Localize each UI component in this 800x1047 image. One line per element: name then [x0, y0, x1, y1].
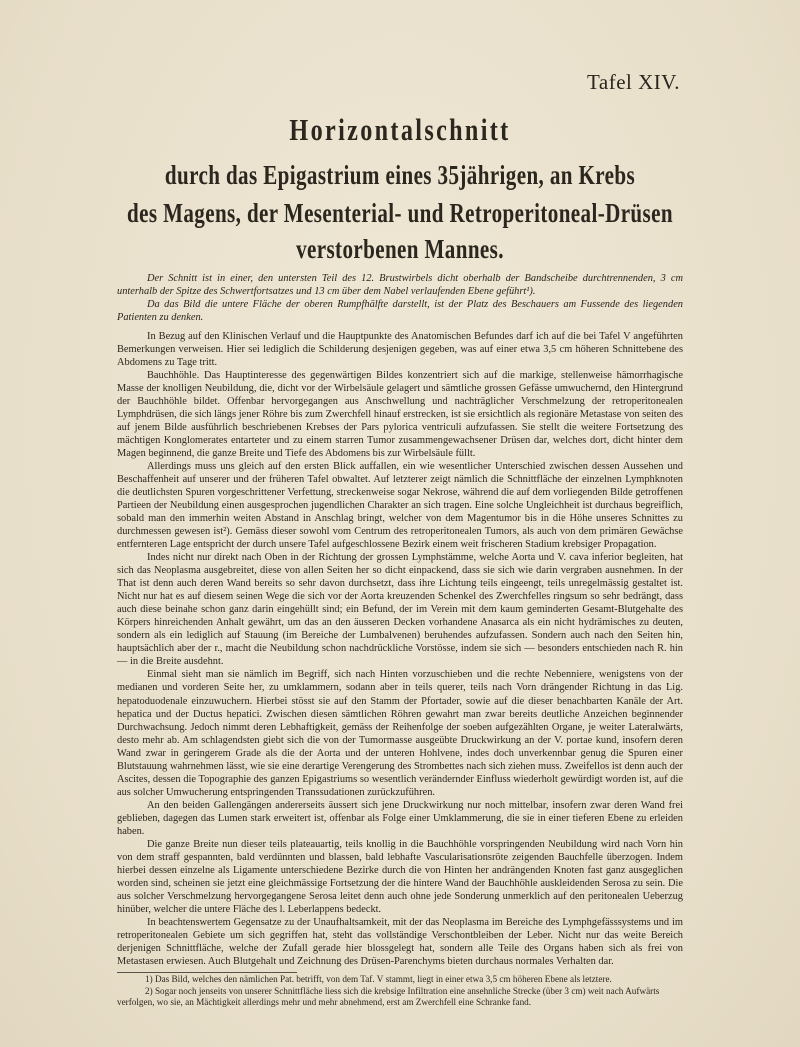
- intro-paragraph: Der Schnitt ist in einer, den untersten Teil des 12. Brustwirbels dicht oberhalb der Bandscheibe durchtrennenden, 3 cm unterhalb der Spitze des Schwertfortsatzes und 13 cm über dem Nabel verlaufenden Ebene geführt¹).: [117, 273, 683, 298]
- subtitle-line: des Magens, der Mesenterial- und Retroperitoneal-Drüsen: [127, 198, 673, 228]
- body-paragraph: Die ganze Breite nun dieser teils plateauartig, teils knollig in die Bauchhöhle vorspringenden Neubildung wird nach Vorn hin von dem straff gespannten, bald verdünnten und blassen, bald lebhafte Vascularisationsröte zeigenden Bauchfelle überzogen. Indem hierbei dessen einzelne als Ligamente unterschiedene Bezirke durch die von Hinten her andrängenden Knoten fast ganz ausgeglichen worden sind, scheinen sie jetzt eine gleichmässige Fortsetzung der die hintere Wand der Bauchhöhle auskleidenden Serosa zu sein. Die aus solcher Verschmelzung hervorgegangene Serosa leitet denn auch ohne jede Sonderung unmerklich auf den peritonealen Ueberzug hinüber, welcher die untere Fläche des l. Leberlappens bedeckt.: [117, 838, 683, 915]
- plate-label: Tafel XIV.: [587, 70, 680, 94]
- footnotes: [117, 974, 683, 1009]
- body-paragraph: In beachtenswertem Gegensatze zu der Unaufhaltsamkeit, mit der das Neoplasma im Bereiche des Lymphgefässsystems und im retroperitonealen Gebiete um sich gegriffen hat, steht das vollständige Verschontbleiben der Leber. Nicht nur das weite Bereich derjenigen Schnittfläche, welche der Zufall gerade hier blossgelegt hat, sondern alle Teile des Organs haben sich als frei von Metastasen erwiesen. Auch Blutgehalt und Zeichnung des Drüsen-Parenchyms bieten durchaus normales Verhalten dar.: [117, 916, 683, 967]
- page-title: Horizontalschnitt: [289, 112, 511, 147]
- subtitle-line: verstorbenen Mannes.: [296, 234, 504, 264]
- body-paragraph: Indes nicht nur direkt nach Oben in der Richtung der grossen Lymphstämme, welche Aorta und V. cava inferior begleiten, hat sich das Neoplasma ausgebreitet, diese von allen Seiten her so dicht einpackend, dass sie sich wie darin vergraben ausnehmen. In der That ist denn auch deren Wand bereits so sehr davon durchsetzt, dass ihre Lichtung teils eingeengt, teils unregelmässig gestaltet ist. Nicht nur hat es auf diesem seinen Wege die sich vor der Aorta kreuzenden Schenkel des Zwerchfelles ringsum so sehr bedrängt, dass auch diese beinahe schon ganz darin eingehüllt sind; ein Befund, der im Verein mit dem kaum geminderten Gesamt-Blutgehalte des Körpers hinreichenden Anhalt gewährt, um das an den äusseren Decken vorhandene Anasarca als ein nicht hydrämisches zu deuten, sondern als ein lediglich auf Stauung (im Bereiche der Lumbalvenen) beruhendes aufzufassen. Sondern auch nach den Seiten hin, hauptsächlich aber der r., macht die Neubildung schon nachdrückliche Vorstösse, indem sie sich — besonders entschieden nach R. hin — in die Breite ausdehnt.: [117, 552, 683, 668]
- footnote: 2) Sogar noch jenseits von unserer Schnittfläche liess sich die krebsige Infiltration eine ansehnliche Strecke (über 3 cm) weit nach Aufwärts verfolgen, wo sie, an Mächtigkeit allerdings mehr und mehr abnehmend, erst am Zwerchfell eine Schranke fand.: [117, 985, 660, 1007]
- body-paragraph: Allerdings muss uns gleich auf den ersten Blick auffallen, ein wie wesentlicher Unterschied zwischen dessen Aussehen und Beschaffenheit auf unserer und der früheren Tafel obwaltet. Auf letzterer zeigt nämlich die Schnittfläche der einzelnen Lymphknoten die deutlichsten Spuren vorgeschrittener Verfettung, streckenweise sogar Nekrose, während die auf dem vorliegenden Bilde getroffenen Partieen der Neubildung einen ausgesprochen jugendlichen Charakter an sich tragen. Eine solche Ungleichheit ist durchaus begreiflich, sobald man den immerhin weiten Abstand in Anschlag bringt, welcher von dem Magentumor bis in die Höhe unseres Schnittes zu durchmessen gewesen ist²). Gemäss dieser sowohl vom Centrum des retroperitonealen Tumors, als auch von dem primären Gewächse entfernteren Lage entspricht der durch unsere Tafel aufgeschlossene Bezirk einem weit frischeren Stadium krebsiger Propagation.: [117, 461, 683, 551]
- body-paragraph: An den beiden Gallengängen andererseits äussert sich jene Druckwirkung nur noch mittelbar, insofern zwar deren Wand frei geblieben, dagegen das Lumen stark erweitert ist, offenbar als Folge einer Umklammerung, die sie in einer tieferen Ebene zu erleiden haben.: [117, 799, 683, 837]
- intro-paragraph: Da das Bild die untere Fläche der oberen Rumpfhälfte darstellt, ist der Platz des Beschauers am Fussende des liegenden Patienten zu denken.: [117, 299, 683, 324]
- subtitle-line: durch das Epigastrium eines 35jährigen, an Krebs: [164, 160, 636, 190]
- body-paragraph: Bauchhöhle. Das Hauptinteresse des gegenwärtigen Bildes konzentriert sich auf die markige, stellenweise hämorrhagische Masse der knolligen Neubildung, die, dicht vor der Wirbelsäule gelagert und sämtliche grossen Gefässe umwuchernd, den Hintergrund der Bauchhöhle bildet. Offenbar hervorgegangen aus Anschwellung und nachträglicher Verschmelzung der retroperitonealen Lymphdrüsen, die sich längs jener Röhre bis zum Zwerchfell hinauf erstrecken, ist sie ersichtlich als regionäre Metastase von seiten des auf jenem Bilde ausführlich beschriebenen Krebses der Pars pylorica ventriculi aufzufassen. Sie stellt die weitere Fortsetzung des mächtigen Konglomerates entarteter und zu einem starren Tumor zusammengewachsener Drüsen dar, welches dort, dicht hinter dem Magen beginnend, die ganze Breite und Tiefe des Abdomens bis zur Wirbelsäule füllt.: [117, 370, 683, 460]
- body-paragraph: In Bezug auf den Klinischen Verlauf und die Hauptpunkte des Anatomischen Befundes darf ich auf die bei Tafel V angeführten Bemerkungen verweisen. Hier sei lediglich die Schilderung desjenigen gegeben, was auf einer etwa 3,5 cm höheren Schnittebene des Abdomens zu Tage tritt.: [117, 331, 683, 369]
- body-paragraph: Einmal sieht man sie nämlich im Begriff, sich nach Hinten vorzuschieben und die rechte Nebenniere, wenigstens von der medianen und vorderen Seite her, zu umklammern, sodann aber in teils querer, teils nach Vorn drängender Richtung in das Lig. hepatoduodenale einzuwuchern. Hierbei stösst sie auf den Stamm der Pfortader, sowie auf die dieser benachbarten Kanäle der Art. hepatica und der Ductus hepatici. Zwischen diesen sämtlichen Röhren gewahrt man zwar bereits deutliche Anzeichen beginnender Durchwachsung. Jedoch nimmt deren Lebhaftigkeit, gemäss der Reihenfolge der soeben aufgezählten Organe, je weiter Lateralwärts, desto mehr ab. Am schlagendsten giebt sich die von der Tumormasse ausgeübte Druckwirkung an der V. portae kund, insofern deren Wand zwar in geringerem Grade als die der Aorta und der unteren Hohlvene, indes doch unverkennbar genug die Spuren einer Blutstauung wahrnehmen lässt, wie sie eine derartige Verengerung des Strombettes nach sich ziehen muss. Zweifellos ist denn auch der Ascites, dessen die Topographie des ganzen Epigastriums so wesentlich verändernder Einfluss wiederholt gewürdigt worden ist, auf die aus solcher Umwucherung entspringenden Transsudationen zurückzuführen.: [117, 669, 683, 798]
- footnote: 1) Das Bild, welches den nämlichen Pat. betrifft, von dem Taf. V stammt, liegt in einer etwa 3,5 cm höheren Ebene als letztere.: [145, 974, 612, 984]
- footnote-divider: [117, 972, 297, 973]
- body-text: [117, 272, 683, 968]
